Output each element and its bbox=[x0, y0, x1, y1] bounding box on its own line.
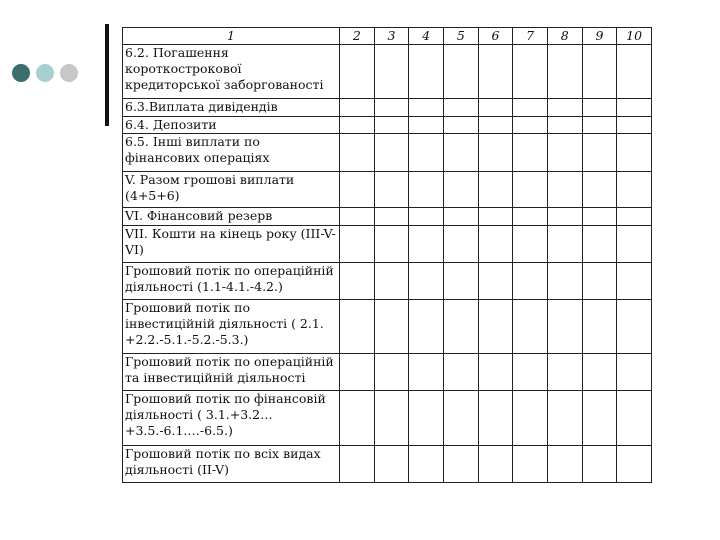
empty-cell bbox=[374, 99, 409, 117]
empty-cell bbox=[582, 263, 617, 300]
empty-cell bbox=[582, 446, 617, 483]
empty-cell bbox=[443, 208, 478, 226]
empty-cell bbox=[582, 99, 617, 117]
empty-cell bbox=[513, 134, 548, 172]
empty-cell bbox=[478, 391, 513, 446]
empty-cell bbox=[547, 208, 582, 226]
empty-cell bbox=[443, 172, 478, 208]
empty-cell bbox=[617, 226, 652, 263]
empty-cell bbox=[443, 263, 478, 300]
column-header-9: 9 bbox=[582, 28, 617, 45]
column-header-3: 3 bbox=[374, 28, 409, 45]
empty-cell bbox=[513, 446, 548, 483]
row-label: Грошовий потік по всіх видах діяльності (II-V) bbox=[123, 446, 340, 483]
empty-cell bbox=[340, 354, 375, 391]
empty-cell bbox=[617, 300, 652, 354]
empty-cell bbox=[582, 226, 617, 263]
row-label: Грошовий потік по інвестиційній діяльності ( 2.1. +2.2.-5.1.-5.2.-5.3.) bbox=[123, 300, 340, 354]
empty-cell bbox=[443, 354, 478, 391]
empty-cell bbox=[513, 117, 548, 134]
empty-cell bbox=[513, 99, 548, 117]
empty-cell bbox=[547, 446, 582, 483]
empty-cell bbox=[409, 99, 444, 117]
empty-cell bbox=[582, 134, 617, 172]
empty-cell bbox=[409, 208, 444, 226]
empty-cell bbox=[340, 391, 375, 446]
empty-cell bbox=[617, 172, 652, 208]
empty-cell bbox=[340, 99, 375, 117]
empty-cell bbox=[513, 226, 548, 263]
empty-cell bbox=[478, 134, 513, 172]
empty-cell bbox=[409, 391, 444, 446]
column-header-6: 6 bbox=[478, 28, 513, 45]
empty-cell bbox=[547, 99, 582, 117]
table-row bbox=[123, 263, 652, 300]
table-row bbox=[123, 99, 652, 117]
empty-cell bbox=[443, 391, 478, 446]
empty-cell bbox=[443, 446, 478, 483]
empty-cell bbox=[409, 117, 444, 134]
empty-cell bbox=[478, 226, 513, 263]
empty-cell bbox=[374, 263, 409, 300]
empty-cell bbox=[443, 134, 478, 172]
column-header-7: 7 bbox=[513, 28, 548, 45]
empty-cell bbox=[443, 117, 478, 134]
empty-cell bbox=[547, 263, 582, 300]
table-row bbox=[123, 226, 652, 263]
table-row bbox=[123, 354, 652, 391]
row-label: VI. Фінансовий резерв bbox=[123, 208, 340, 226]
empty-cell bbox=[547, 391, 582, 446]
table-row bbox=[123, 134, 652, 172]
column-header-2: 2 bbox=[340, 28, 375, 45]
table-row bbox=[123, 208, 652, 226]
row-label: 6.2. Погашення короткострокової кредиторської заборгованості bbox=[123, 45, 340, 99]
empty-cell bbox=[374, 446, 409, 483]
empty-cell bbox=[478, 45, 513, 99]
dark-teal-dot bbox=[12, 64, 30, 82]
empty-cell bbox=[582, 45, 617, 99]
empty-cell bbox=[617, 117, 652, 134]
row-label: 6.5. Інші виплати по фінансових операціях bbox=[123, 134, 340, 172]
empty-cell bbox=[617, 208, 652, 226]
empty-cell bbox=[617, 446, 652, 483]
empty-cell bbox=[478, 208, 513, 226]
empty-cell bbox=[409, 226, 444, 263]
empty-cell bbox=[547, 354, 582, 391]
empty-cell bbox=[374, 208, 409, 226]
empty-cell bbox=[513, 208, 548, 226]
empty-cell bbox=[374, 300, 409, 354]
slide-bullet-dots bbox=[12, 64, 78, 82]
empty-cell bbox=[582, 117, 617, 134]
empty-cell bbox=[443, 45, 478, 99]
empty-cell bbox=[617, 391, 652, 446]
column-header-4: 4 bbox=[409, 28, 444, 45]
column-header-10: 10 bbox=[617, 28, 652, 45]
row-label: Грошовий потік по операційній та інвестиційній діяльності bbox=[123, 354, 340, 391]
column-header-1: 1 bbox=[123, 28, 340, 45]
empty-cell bbox=[340, 45, 375, 99]
empty-cell bbox=[513, 391, 548, 446]
empty-cell bbox=[513, 354, 548, 391]
empty-cell bbox=[409, 172, 444, 208]
empty-cell bbox=[374, 45, 409, 99]
row-label: Грошовий потік по фінансовій діяльності ( 3.1.+3.2… +3.5.-6.1.…-6.5.) bbox=[123, 391, 340, 446]
empty-cell bbox=[478, 99, 513, 117]
empty-cell bbox=[478, 446, 513, 483]
gray-dot bbox=[60, 64, 78, 82]
empty-cell bbox=[582, 391, 617, 446]
column-header-8: 8 bbox=[547, 28, 582, 45]
empty-cell bbox=[443, 226, 478, 263]
empty-cell bbox=[478, 263, 513, 300]
empty-cell bbox=[409, 263, 444, 300]
table-header-row bbox=[123, 28, 652, 45]
empty-cell bbox=[340, 134, 375, 172]
cash-flow-table bbox=[122, 27, 652, 483]
empty-cell bbox=[340, 263, 375, 300]
empty-cell bbox=[547, 134, 582, 172]
empty-cell bbox=[547, 117, 582, 134]
empty-cell bbox=[547, 172, 582, 208]
empty-cell bbox=[374, 391, 409, 446]
empty-cell bbox=[409, 446, 444, 483]
table-body bbox=[123, 45, 652, 483]
empty-cell bbox=[409, 354, 444, 391]
empty-cell bbox=[478, 354, 513, 391]
empty-cell bbox=[513, 45, 548, 99]
empty-cell bbox=[617, 99, 652, 117]
empty-cell bbox=[617, 263, 652, 300]
empty-cell bbox=[340, 300, 375, 354]
empty-cell bbox=[582, 172, 617, 208]
empty-cell bbox=[582, 300, 617, 354]
empty-cell bbox=[340, 226, 375, 263]
empty-cell bbox=[409, 45, 444, 99]
empty-cell bbox=[617, 45, 652, 99]
empty-cell bbox=[547, 45, 582, 99]
empty-cell bbox=[340, 446, 375, 483]
empty-cell bbox=[547, 300, 582, 354]
empty-cell bbox=[478, 300, 513, 354]
row-label: VII. Кошти на кінець року (III-V-VI) bbox=[123, 226, 340, 263]
empty-cell bbox=[340, 117, 375, 134]
row-label: V. Разом грошові виплати (4+5+6) bbox=[123, 172, 340, 208]
row-label: 6.4. Депозити bbox=[123, 117, 340, 134]
empty-cell bbox=[617, 134, 652, 172]
vertical-divider-bar bbox=[105, 24, 109, 126]
empty-cell bbox=[443, 300, 478, 354]
empty-cell bbox=[409, 134, 444, 172]
empty-cell bbox=[374, 354, 409, 391]
empty-cell bbox=[513, 263, 548, 300]
empty-cell bbox=[374, 172, 409, 208]
empty-cell bbox=[547, 226, 582, 263]
table-row bbox=[123, 446, 652, 483]
empty-cell bbox=[617, 354, 652, 391]
empty-cell bbox=[478, 172, 513, 208]
empty-cell bbox=[513, 300, 548, 354]
row-label: 6.3.Виплата дивідендів bbox=[123, 99, 340, 117]
empty-cell bbox=[478, 117, 513, 134]
empty-cell bbox=[582, 208, 617, 226]
empty-cell bbox=[340, 208, 375, 226]
empty-cell bbox=[374, 117, 409, 134]
row-label: Грошовий потік по операційній діяльності (1.1-4.1.-4.2.) bbox=[123, 263, 340, 300]
empty-cell bbox=[582, 354, 617, 391]
empty-cell bbox=[409, 300, 444, 354]
column-header-5: 5 bbox=[443, 28, 478, 45]
light-teal-dot bbox=[36, 64, 54, 82]
table-row bbox=[123, 117, 652, 134]
empty-cell bbox=[513, 172, 548, 208]
table-row bbox=[123, 300, 652, 354]
empty-cell bbox=[443, 99, 478, 117]
table-row bbox=[123, 172, 652, 208]
empty-cell bbox=[374, 226, 409, 263]
empty-cell bbox=[374, 134, 409, 172]
table-row bbox=[123, 391, 652, 446]
table-row bbox=[123, 45, 652, 99]
empty-cell bbox=[340, 172, 375, 208]
